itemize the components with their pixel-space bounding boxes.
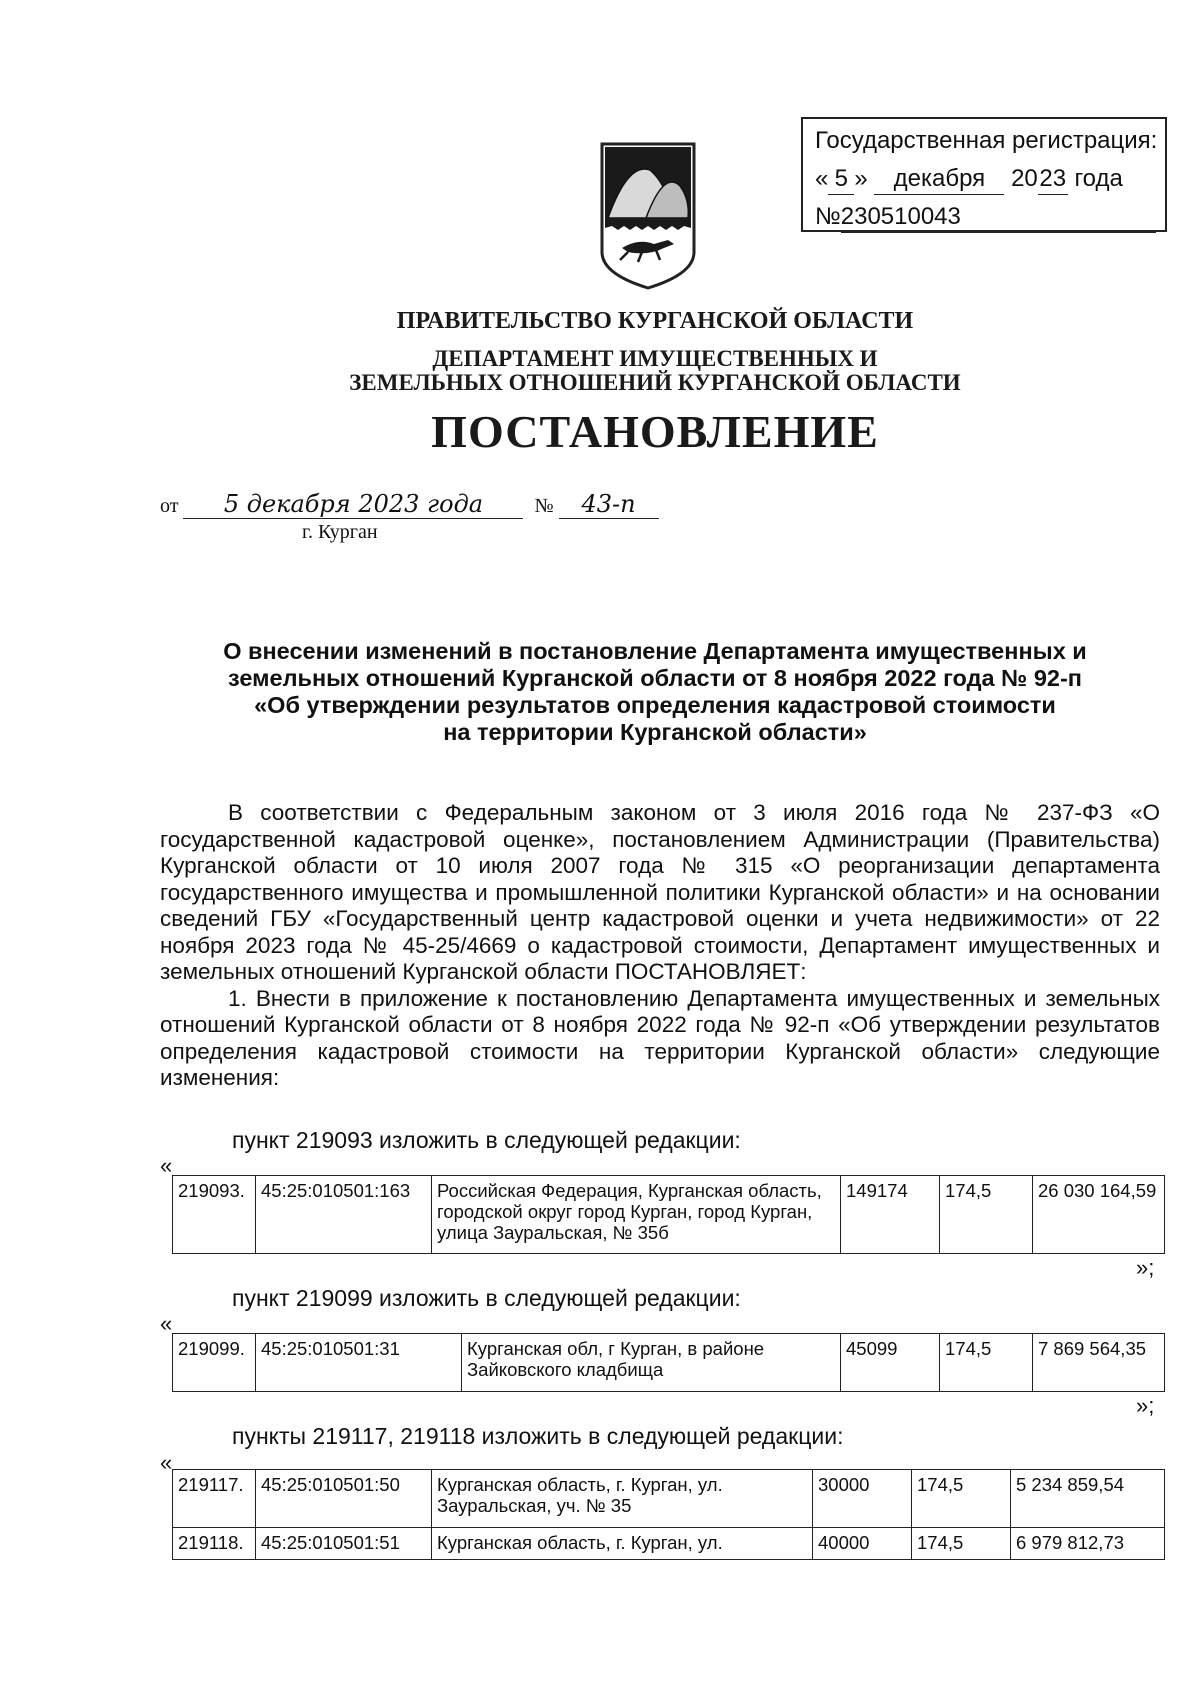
amendment-2-lead: пункт 219099 изложить в следующей редакции: [232,1285,741,1311]
registration-year-prefix: 20 [1011,165,1038,192]
decree-title-line4: на территории Курганской области» [443,719,867,745]
department-name-line2: ЗЕМЕЛЬНЫХ ОТНОШЕНИЙ КУРГАНСКОЙ ОБЛАСТИ [349,370,961,395]
cell-area: 149174 [841,1176,940,1254]
decree-title-line1: О внесении изменений в постановление Департамента имущественных и [223,638,1087,664]
cell-area: 30000 [813,1470,912,1528]
table-row [173,1334,1165,1392]
decree-title [150,638,1160,746]
decree-date: 5 декабря 2023 года [183,490,523,519]
amendment-3-table [172,1469,1165,1560]
decree-title-line2: земельных отношений Курганской области от 8 ноября 2022 года № 92-п [227,665,1082,691]
cell-area: 40000 [813,1528,912,1560]
cell-area: 45099 [841,1334,940,1392]
cell-address: Курганская область, г. Курган, ул. [432,1528,813,1560]
registration-day: 5 [828,164,854,195]
amendment-2-close-quote: »; [1136,1393,1155,1418]
decree-title-line3: «Об утверждении результатов определения кадастровой стоимости [254,692,1056,718]
table-row [173,1528,1165,1560]
cell-point-number: 219118. [173,1528,256,1560]
registration-date [815,161,1123,197]
amendment-3-lead: пункты 219117, 219118 изложить в следующей редакции: [232,1423,844,1449]
cell-address: Российская Федерация, Курганская область, городской округ город Курган, город Курган, улица Зауральская, № 35б [432,1176,841,1254]
cell-cadastral-value: 5 234 859,54 [1011,1470,1165,1528]
clause-1-paragraph: 1. Внести в приложение к постановлению Департамента имущественных и земельных отношений Курганской области от 8 ноября 2022 года № 92-п «Об утверждении результатов определения кадастровой стоимости на территории Курганской области» следующие изменения: [160,985,1160,1090]
registration-number: 230510043 [841,202,1156,233]
cell-rate: 174,5 [912,1470,1011,1528]
cell-point-number: 219117. [173,1470,256,1528]
table-row [173,1470,1165,1528]
city: г. Курган [302,521,378,543]
cell-address: Курганская область, г. Курган, ул. Зауральская, уч. № 35 [432,1470,813,1528]
registration-number-row [815,199,1156,235]
registration-year-word: года [1074,165,1123,192]
amendment-2-table [172,1333,1165,1392]
government-name: ПРАВИТЕЛЬСТВО КУРГАНСКОЙ ОБЛАСТИ [396,308,914,334]
decree-number: 43-п [559,490,659,519]
cell-cadastral-number: 45:25:010501:50 [256,1470,432,1528]
cell-cadastral-value: 6 979 812,73 [1011,1528,1165,1560]
preamble-paragraph: В соответствии с Федеральным законом от 3 июля 2016 года № 237-ФЗ «О государственной кадастровой оценке», постановлением Администрации (Правительства) Курганской области от 10 июля 2007 года № 315 «О реорганизации департамента государственного имущества и промышленной политики Курганской области» и на основании сведений ГБУ «Государственный центр кадастровой оценки и учета недвижимости» от 22 ноября 2023 года № 45-25/4669 о кадастровой стоимости, Департамент имущественных и земельных отношений Курганской области ПОСТАНОВЛЯЕТ: [160,800,1160,984]
registration-stamp [801,117,1167,232]
decree-body [160,800,1160,1092]
amendment-2-open-quote: « [160,1311,173,1336]
decree-number-label: № [534,495,554,517]
cell-cadastral-number: 45:25:010501:31 [256,1334,462,1392]
registration-title: Государственная регистрация: [815,127,1158,154]
date-from-label: от [160,495,179,517]
amendment-1-lead: пункт 219093 изложить в следующей редакции: [232,1127,741,1153]
kurgan-coat-of-arms-icon [598,140,698,292]
registration-month: декабря [874,164,1004,195]
cell-rate: 174,5 [940,1334,1033,1392]
cell-rate: 174,5 [940,1176,1033,1254]
cell-point-number: 219099. [173,1334,256,1392]
date-number-line [160,490,659,519]
cell-point-number: 219093. [173,1176,256,1254]
amendment-1-table [172,1175,1165,1254]
cell-cadastral-value: 7 869 564,35 [1033,1334,1165,1392]
amendment-1-close-quote: »; [1136,1255,1155,1280]
registration-year-suffix: 23 [1038,164,1068,195]
registration-open-quote: « [815,165,829,192]
table-row [173,1176,1165,1254]
registration-number-label: № [815,203,841,230]
department-name-line1: ДЕПАРТАМЕНТ ИМУЩЕСТВЕННЫХ И [432,346,878,371]
cell-cadastral-value: 26 030 164,59 [1033,1176,1165,1254]
cell-cadastral-number: 45:25:010501:163 [256,1176,432,1254]
amendment-1-open-quote: « [160,1153,173,1178]
cell-address: Курганская обл, г Курган, в районе Зайковского кладбища [462,1334,841,1392]
registration-close-quote: » [854,165,868,192]
amendment-3-open-quote: « [160,1450,173,1475]
document-type: ПОСТАНОВЛЕНИЕ [431,406,879,457]
cell-rate: 174,5 [912,1528,1011,1560]
cell-cadastral-number: 45:25:010501:51 [256,1528,432,1560]
